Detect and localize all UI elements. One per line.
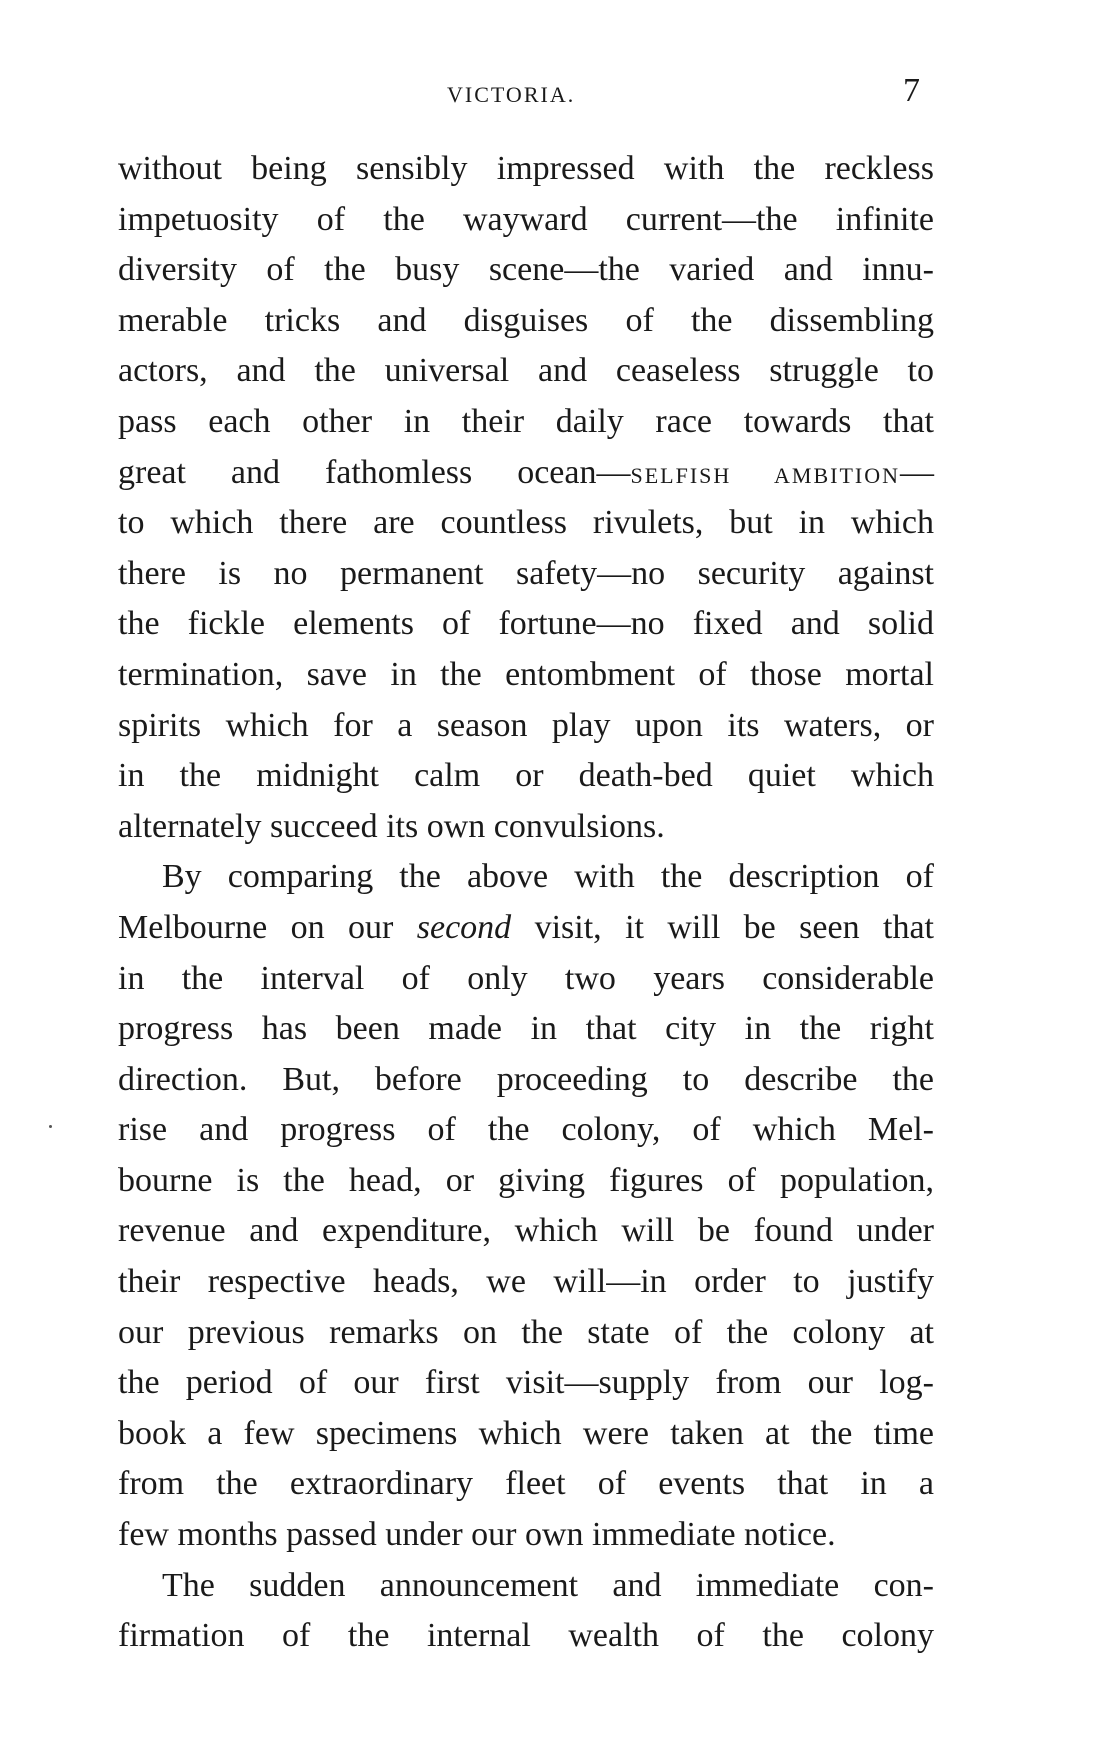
text-line: termination, save in the entombment of those mortal — [118, 655, 934, 693]
italic-word: second — [416, 908, 512, 946]
text-line — [118, 903, 934, 954]
text-line: in the interval of only two years considerable — [118, 959, 934, 997]
text-line: By comparing the above with the description of — [162, 858, 934, 896]
text-line: pass each other in their daily race towards that — [118, 402, 934, 440]
text-run: Melbourne on our — [118, 908, 417, 946]
body-text — [118, 144, 934, 1662]
paragraph-2 — [118, 852, 934, 1560]
text-line: from the extraordinary fleet of events that in a — [118, 1465, 934, 1503]
text-line: to which there are countless rivulets, but in which — [118, 504, 934, 542]
text-line: our previous remarks on the state of the colony at — [118, 1313, 934, 1351]
text-run: great and fathomless ocean— — [118, 453, 631, 491]
text-line: direction. But, before proceeding to describe the — [118, 1060, 934, 1098]
text-line: merable tricks and disguises of the dissembling — [118, 301, 934, 339]
text-line: diversity of the busy scene—the varied and innu- — [118, 251, 934, 289]
text-line: alternately succeed its own convulsions. — [118, 807, 665, 845]
text-line: few months passed under our own immediate notice. — [118, 1516, 836, 1554]
page-number: 7 — [903, 72, 920, 109]
paragraph-1 — [118, 144, 934, 852]
text-line: the period of our first visit—supply from our log- — [118, 1364, 934, 1402]
text-line — [118, 448, 934, 499]
text-line: book a few specimens which were taken at the time — [118, 1414, 934, 1452]
running-title: VICTORIA. — [447, 82, 576, 107]
text-line: firmation of the internal wealth of the colony — [118, 1617, 934, 1655]
text-line: in the midnight calm or death-bed quiet which — [118, 757, 934, 795]
text-line: bourne is the head, or giving figures of population, — [118, 1161, 934, 1199]
text-line: impetuosity of the wayward current—the infinite — [118, 200, 934, 238]
small-caps-phrase: SELFISH AMBITION — [630, 462, 900, 488]
text-line: without being sensibly impressed with the reckless — [118, 150, 934, 187]
text-line: rise and progress of the colony, of which Mel- — [118, 1111, 934, 1149]
running-head — [0, 72, 1114, 112]
text-run: visit, it will be seen that — [511, 908, 934, 946]
text-line: spirits which for a season play upon its waters, or — [118, 706, 934, 744]
paragraph-3 — [118, 1561, 934, 1662]
text-line: The sudden announcement and immediate con- — [162, 1566, 934, 1604]
text-line: there is no permanent safety—no security against — [118, 554, 934, 592]
margin-speck — [49, 1125, 52, 1128]
text-line: revenue and expenditure, which will be found under — [118, 1212, 934, 1250]
text-line: the fickle elements of fortune—no fixed and solid — [118, 605, 934, 643]
text-line: progress has been made in that city in the right — [118, 1010, 934, 1048]
text-line: actors, and the universal and ceaseless struggle to — [118, 352, 934, 390]
text-run: — — [900, 453, 934, 491]
text-line: their respective heads, we will—in order to justify — [118, 1263, 934, 1301]
